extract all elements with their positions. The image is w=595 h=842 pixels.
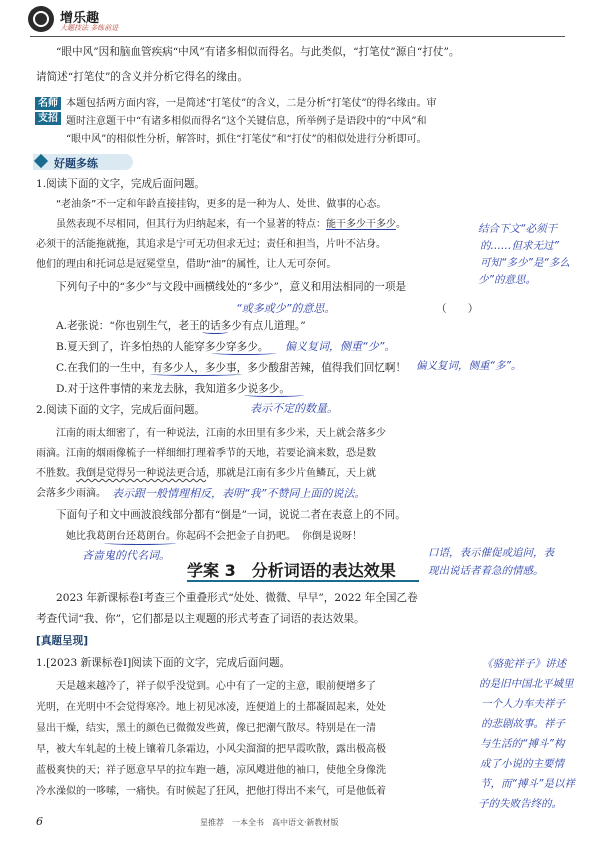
note-side-2c: 一个人力车夫祥子 <box>481 698 565 710</box>
q1-passage-line2-end: 。 <box>396 219 406 230</box>
note-side-1b: 的……但求无过” <box>480 240 559 252</box>
q1-heading: 1.阅读下面的文字，完成后面问题。 <box>36 178 206 190</box>
q2-passage-line2: 雨滴。江南的烟雨像梳子一样细细打理着季节的天地，若要论滴来数，恐是数 <box>36 448 376 459</box>
tip-badge-bottom: 支招 <box>35 112 61 125</box>
q2-sentence-part1: 她比我葛朗台还葛朗台。你起码不会把金子自扔吧。 <box>66 531 296 542</box>
practice-title: 好题多练 <box>54 157 98 170</box>
note-side-2e: 与生活的“搏斗”构 <box>480 738 565 750</box>
q2-line3-start: 不胜数。 <box>36 468 76 479</box>
q1-passage-line4: 他们的理由和托词总是冠冕堂皇，借助“油”的属性，让人无可奈何。 <box>36 259 337 270</box>
tip-line1: 本题包括两方面内容，一是简述“打笔仗”的含义，二是分析“打笔仗”的得名缘由。审 <box>66 98 437 109</box>
note-side-1a: 结合下文“必须干 <box>478 223 557 235</box>
real-passage-line6: 冷水澡似的一哆嗦，一痛快。有时候起了狂风，把他打得出不来气，可是他低着 <box>36 786 386 797</box>
note-option-a: “或多或少”的意思。 <box>236 302 336 315</box>
header-logo <box>28 6 168 36</box>
q2-sentence-underline <box>104 541 176 545</box>
option-c-underline <box>150 372 242 376</box>
note-option-c: 偏义复词，侧重“多”。 <box>416 360 522 372</box>
note-side-2b: 的是旧中国北平城里 <box>479 678 574 690</box>
note-side-2g: 节，而“搏斗”是以祥 <box>480 778 575 790</box>
q2-prompt: 下面句子和文中画波浪线部分都有“倒是”一词，说说二者在表意上的不同。 <box>56 509 406 521</box>
real-passage-line2: 光明，在光明中不会觉得寒冷。地上初见冰凌，连便道上的土都凝固起来，处处 <box>36 702 386 713</box>
real-passage-line4: 早，被大车轧起的土棱上镶着几条霜边，小风尖溜溜的把早霞吹散，露出极高极 <box>36 744 386 755</box>
intro-question-line2: 请简述“打笔仗”的含义并分析它得名的缘由。 <box>36 71 249 83</box>
note-side-2a: 《骆驼祥子》讲述 <box>482 658 566 670</box>
note-sentence-2a: 口语，表示催促或追问，表 <box>428 547 554 559</box>
footer-text: 星推荐 一本全书 高中语文·新教材版 <box>200 818 339 827</box>
q1-answer-paren: （ ） <box>436 303 479 315</box>
note-side-1c: 可知“多少”是“多么 <box>480 257 570 269</box>
header-rule <box>30 36 565 37</box>
q2-line3-end: ，那就是江南有多少片鱼鳞瓦，天上就 <box>206 468 376 479</box>
note-side-2h: 子的失败告终的。 <box>478 798 562 810</box>
q2-heading: 2.阅读下面的文字，完成后面问题。 <box>36 404 206 416</box>
option-d-underline <box>244 393 304 397</box>
q1-passage-line3: 必须干的活能拖就拖，其追求是宁可无功但求无过；责任和担当，片叶不沾身。 <box>36 239 386 250</box>
note-side-2d: 的悲剧故事。祥子 <box>481 718 565 730</box>
q2-wavy-phrase: 我倒是觉得另一种说法更合适 <box>76 468 206 479</box>
section3-intro-line1: 2023 年新课标卷Ⅰ考查三个重叠形式“处处、微微、早早”，2022 年全国乙卷 <box>56 592 418 604</box>
real-exam-q1-heading: 1.[2023 新课标卷Ⅰ]阅读下面的文字，完成后面问题。 <box>36 657 291 669</box>
option-b-underline <box>212 351 276 355</box>
q1-option-c: C.在我们的一生中，有多少人，多少事，多少酸甜苦辣，值得我们回忆啊！ <box>56 362 407 374</box>
note-side-2f: 成了小说的主要情 <box>480 758 564 770</box>
q1-prompt: 下列句子中的“多少”与文段中画横线处的“多少”，意义和用法相同的一项是 <box>56 281 407 293</box>
note-sentence-1: 吝啬鬼的代名词。 <box>82 549 170 562</box>
note-q2-wavy: 表示跟一般情理相反，表明“我”不赞同上面的说法。 <box>112 487 366 500</box>
q2-passage-line4: 会落多少雨滴。 <box>36 488 106 499</box>
q1-passage-line2-start: 虽然表现不尽相同，但其行为归纳起来，有一个显著的特点： <box>56 219 326 230</box>
real-passage-line3: 显出干燥，结实，黑土的颜色已微微发些黄，像已把潮气散尽。特别是在一清 <box>36 723 376 734</box>
note-option-b: 偏义复词，侧重“少”。 <box>285 340 396 353</box>
tip-line2: 题时注意题干中“有诸多相似而得名”这个关键信息，所举例子是语段中的“中风”和 <box>66 116 427 127</box>
note-side-1d: 少”的意思。 <box>478 274 536 286</box>
q1-passage-line2 <box>56 218 406 232</box>
brand-slogan: 大题技法 多练前进 <box>60 24 119 32</box>
page-number: 6 <box>36 815 43 828</box>
brand-name: 增乐趣 <box>60 11 100 26</box>
q2-passage-line1: 江南的雨太细密了，有一种说法，江南的水田里有多少米，天上就会落多少 <box>56 428 386 439</box>
q1-option-a: A.老张说：“你也别生气，老王的话多少有点儿道理。” <box>56 320 306 332</box>
real-passage-line1: 天是越来越冷了，祥子似乎没觉到。心中有了一定的主意，眼前便增多了 <box>56 681 376 692</box>
section3-title-rule <box>187 580 419 582</box>
note-sentence-2b: 现出说话者着急的情感。 <box>428 565 544 577</box>
tip-badge-top: 名师 <box>35 97 61 110</box>
logo-icon-ring <box>33 11 49 27</box>
q1-option-b: B.夏天到了，许多怕热的人能穿多少穿多少。 <box>56 341 269 353</box>
q1-passage-line1: “老油条”不一定和年龄直接挂钩，更多的是一种为人、处世、做事的心态。 <box>56 199 387 210</box>
tip-line3: “眼中风”的相似性分析，解答时，抓住“打笔仗”和“打仗”的相似处进行分析即可。 <box>66 134 427 145</box>
q1-option-d: D.对于这件事情的来龙去脉，我知道多少说多少。 <box>56 383 290 395</box>
intro-question-line1: “眼中风”因和脑血管疾病“中风”有诸多相似而得名。与此类似，“打笔仗”源自“打仗”。 <box>56 46 460 58</box>
option-a-underline <box>202 330 228 334</box>
note-q2: 表示不定的数量。 <box>250 402 338 415</box>
q1-underlined-phrase: 能干多少干多少 <box>326 219 396 230</box>
section3-title: 学案 3 分析词语的表达效果 <box>187 561 396 580</box>
real-passage-line5: 蓝极爽快的天；祥子愿意早早的拉车跑一趟，凉风飕进他的袖口，使他全身像洗 <box>36 765 386 776</box>
q2-sentence-part2: 你倒是说呀！ <box>302 531 362 542</box>
real-exam-label: [真题呈现] <box>36 635 89 647</box>
q2-passage-line3 <box>36 467 376 481</box>
section3-intro-line2: 考查代词“我、你”，它们都是以主观题的形式考查了词语的表达效果。 <box>36 613 365 625</box>
